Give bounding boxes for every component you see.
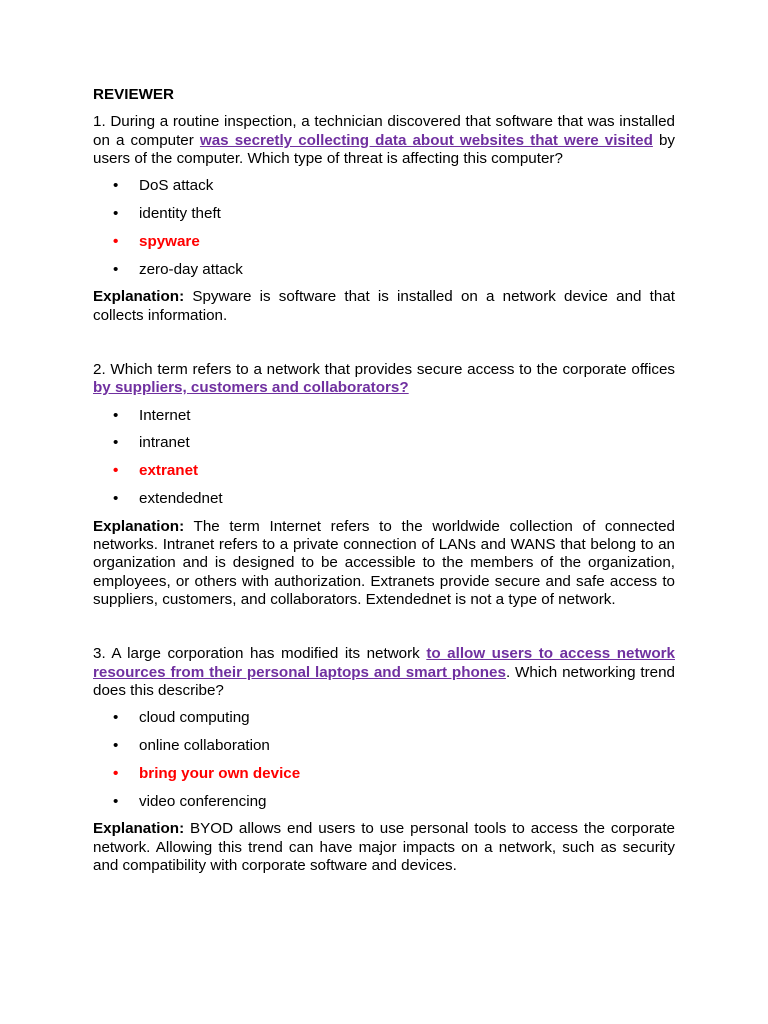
- answer-option: • intranet: [93, 434, 675, 452]
- explanation-label: Explanation:: [93, 820, 185, 838]
- explanation: [93, 518, 675, 609]
- question-text: [93, 645, 675, 700]
- question-highlight: to allow users to access network resources from their personal laptops and smart phones: [93, 645, 675, 681]
- answer-options: [93, 177, 675, 279]
- answer-options: [93, 407, 675, 509]
- explanation-text: Spyware is software that is installed on a network device and that collects information.: [93, 288, 675, 324]
- question-block: [93, 361, 675, 609]
- section-spacer: [93, 609, 675, 645]
- question-block: [93, 645, 675, 875]
- question-suffix: by users of the computer. Which type of threat is affecting this computer?: [93, 131, 675, 167]
- answer-option: • zero-day attack: [93, 261, 675, 279]
- explanation-text: The term Internet refers to the worldwide collection of connected networks. Intranet refers to a private connection of LANs and WANS that belong to an organization and is designed to be accessible to the members of the organization, employees, or others with authorization. Extranets provide secure and safe access to suppliers, customers, and collaborators. Extendednet is not a type of network.: [93, 517, 675, 608]
- answer-option: • cloud computing: [93, 709, 675, 727]
- question-prefix: 3. A large corporation has modified its network: [93, 645, 427, 663]
- correct-answer-option: • bring your own device: [93, 765, 675, 783]
- correct-answer-option: • extranet: [93, 462, 675, 480]
- explanation-label: Explanation:: [93, 288, 185, 306]
- correct-answer-option: • spyware: [93, 233, 675, 251]
- document-title: REVIEWER: [93, 86, 175, 103]
- document-body: [93, 86, 675, 875]
- question-suffix: . Which networking trend does this describe?: [93, 663, 676, 699]
- section-spacer: [93, 325, 675, 361]
- explanation: [93, 820, 675, 875]
- answer-option: • extendednet: [93, 490, 675, 508]
- explanation-label: Explanation:: [93, 517, 185, 535]
- question-highlight: by suppliers, customers and collaborators?: [93, 379, 409, 397]
- question-text: [93, 361, 675, 398]
- question-prefix: 2. Which term refers to a network that provides secure access to the corporate offices: [93, 360, 675, 378]
- question-block: [93, 113, 675, 325]
- answer-option: • online collaboration: [93, 737, 675, 755]
- answer-options: [93, 709, 675, 811]
- answer-option: • video conferencing: [93, 793, 675, 811]
- question-highlight: was secretly collecting data about websites that were visited: [199, 131, 653, 149]
- answer-option: • identity theft: [93, 205, 675, 223]
- question-text: [93, 113, 675, 168]
- answer-option: • DoS attack: [93, 177, 675, 195]
- explanation-text: BYOD allows end users to use personal tools to access the corporate network. Allowing this trend can have major impacts on a network, such as security and compatibility with corporate software and devices.: [93, 820, 675, 874]
- explanation: [93, 288, 675, 325]
- answer-option: • Internet: [93, 407, 675, 425]
- question-prefix: 1. During a routine inspection, a technician discovered that software that was installed on a computer: [93, 113, 675, 149]
